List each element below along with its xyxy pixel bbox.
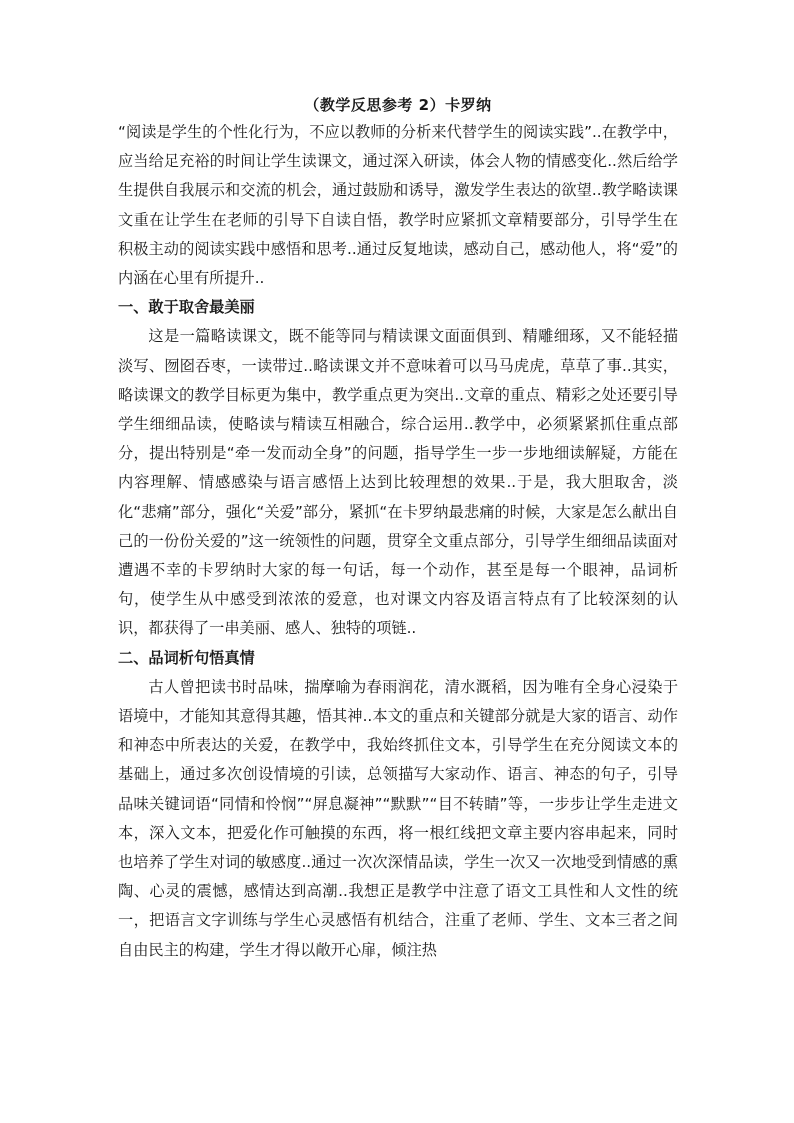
intro-paragraph: “阅读是学生的个性化行为，不应以教师的分析来代替学生的阅读实践”..在教学中，应当给足充裕的时间让学生读课文，通过深入研读，体会人物的情感变化..然后给学生提供自我展示和交流的机会，通过鼓励和诱导，激发学生表达的欲望..教学略读课文重在让学生在老师的引导下自读自悟，教学时应紧抓文章精要部分，引导学生在积极主动的阅读实践中感悟和思考..通过反复地读，感动自己，感动他人，将“爱”的内涵在心里有所提升.. <box>118 123 678 288</box>
section-heading-2: 二、品词析句悟真情 <box>118 648 255 667</box>
section-heading-1: 一、敢于取舍最美丽 <box>118 298 255 317</box>
section-body-1: 这是一篇略读课文，既不能等同与精读课文面面俱到、精雕细琢，又不能轻描淡写、囫囵吞枣，一读带过..略读课文并不意味着可以马马虎虎，草草了事..其实，略读课文的教学目标更为集中，教学重点更为突出..文章的重点、精彩之处还要引导学生细细品读，使略读与精读互相融合，综合运用..教学中，必须紧紧抓住重点部分，提出特别是“牵一发而动全身”的问题，指导学生一步一步地细读解疑，方能在内容理解、情感感染与语言感悟上达到比较理想的效果..于是，我大胆取舍，淡化“悲痛”部分，强化“关爱”部分，紧抓“在卡罗纳最悲痛的时候，大家是怎么献出自己的一份份关爱的”这一统领性的问题，贯穿全文重点部分，引导学生细细品读面对遭遇不幸的卡罗纳时大家的每一句话，每一个动作，甚至是每一个眼神，品词析句，使学生从中感受到浓浓的爱意，也对课文内容及语言特点有了比较深刻的认识，都获得了一串美丽、感人、独特的项链.. <box>118 327 678 638</box>
document-body <box>118 92 678 965</box>
section-body-2: 古人曾把读书时品味，揣摩喻为春雨润花，清水溉稻，因为唯有全身心浸染于语境中，才能知其意得其趣，悟其神..本文的重点和关键部分就是大家的语言、动作和神态中所表达的关爱，在教学中，我始终抓住文本，引导学生在充分阅读文本的基础上，通过多次创设情境的引读，总领描写大家动作、语言、神态的句子，引导品味关键词语“同情和怜悯”“屏息凝神”“默默”“目不转睛”等，一步步让学生走进文本，深入文本，把爱化作可触摸的东西，将一根红线把文章主要内容串起来，同时也培养了学生对词的敏感度..通过一次次深情品读，学生一次又一次地受到情感的熏陶、心灵的震憾，感情达到高潮..我想正是教学中注意了语文工具性和人文性的统一，把语言文字训练与学生心灵感悟有机结合，注重了老师、学生、文本三者之间自由民主的构建，学生才得以敞开心扉，倾注热 <box>118 677 678 959</box>
document-title: （教学反思参考 2）卡罗纳 <box>304 96 492 114</box>
